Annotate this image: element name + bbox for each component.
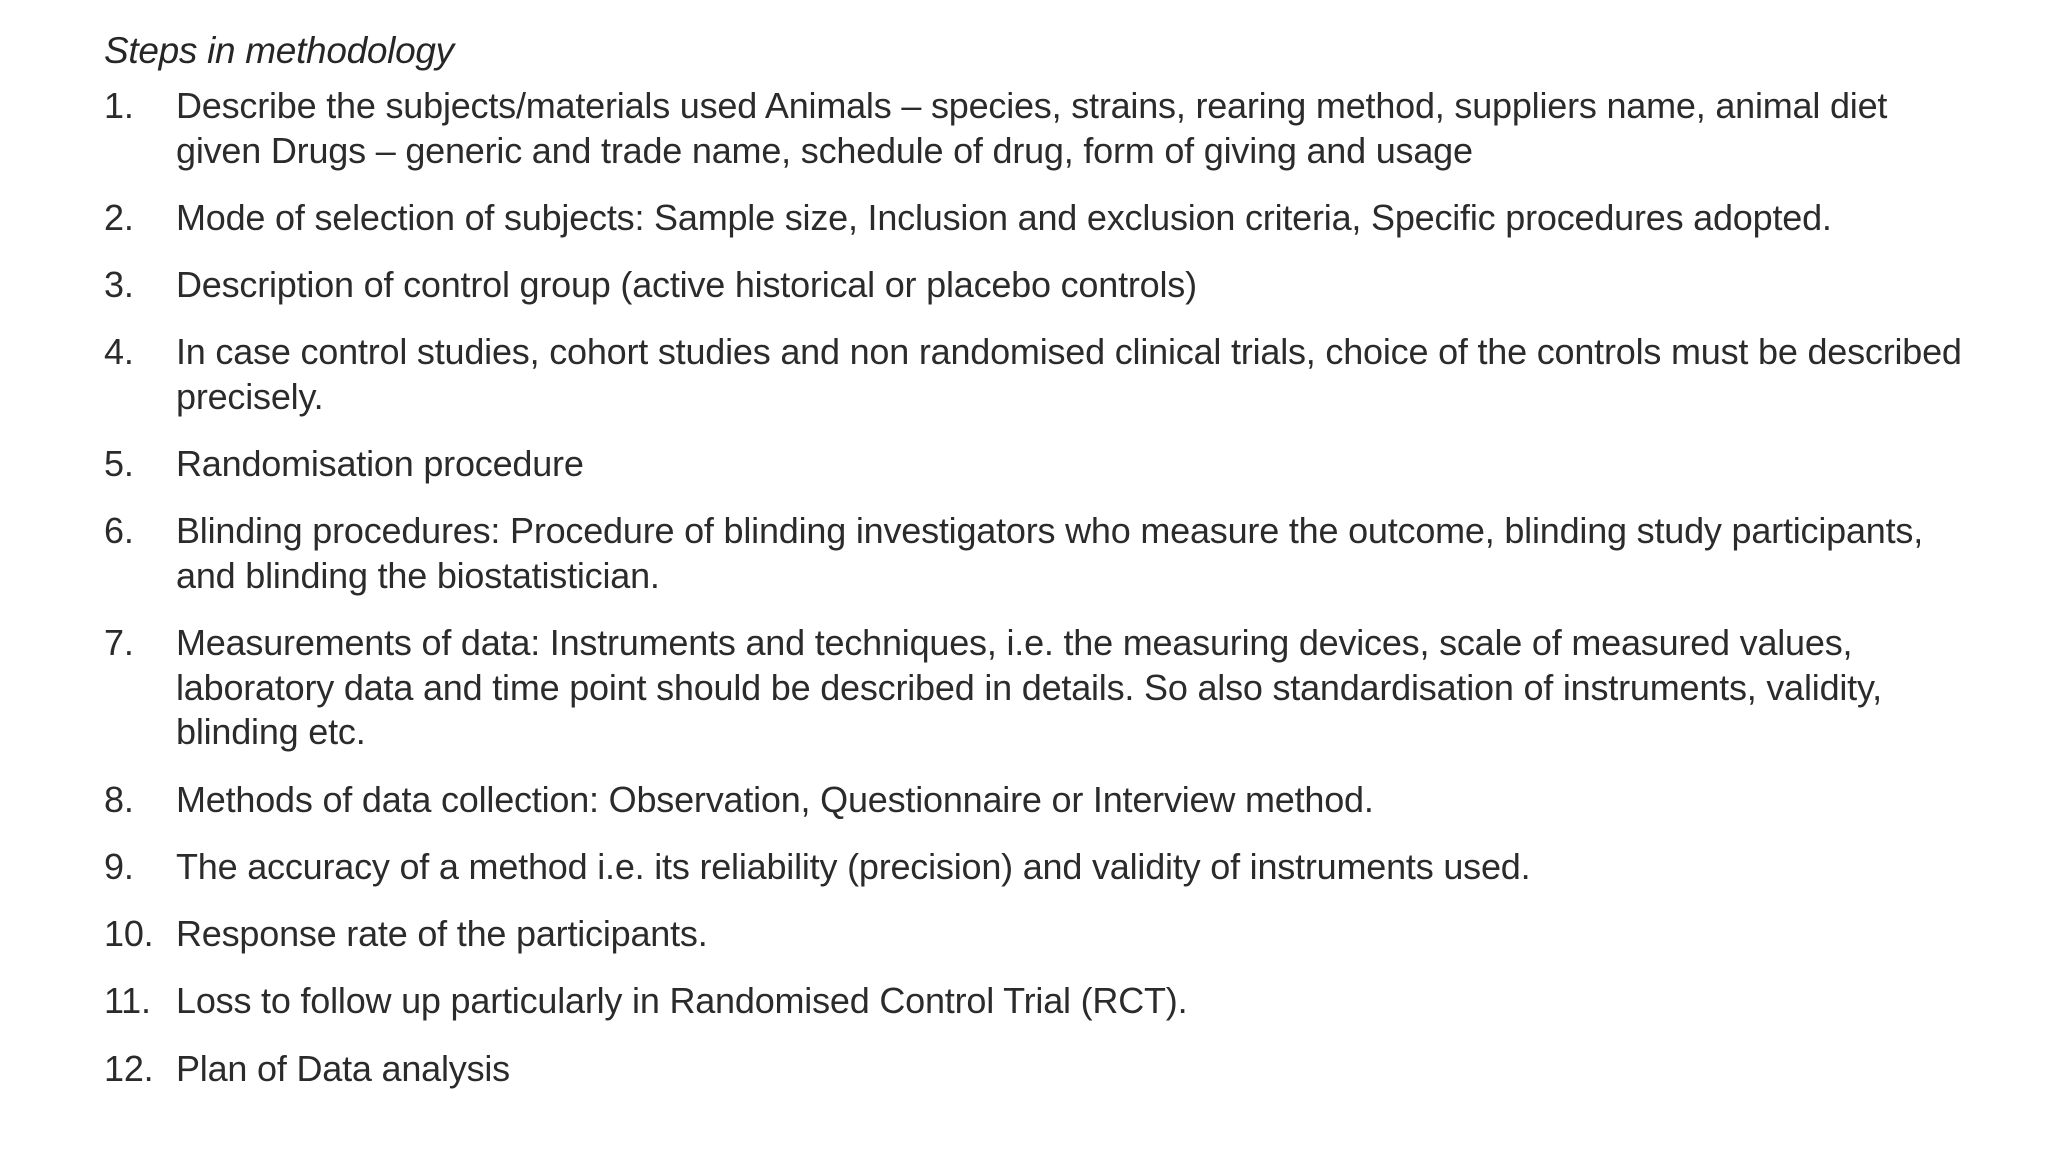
step-text: Loss to follow up particularly in Randomised Control Trial (RCT).: [176, 980, 1188, 1022]
step-number: 5.: [104, 443, 134, 485]
list-item: [104, 442, 1968, 487]
list-item: [104, 621, 1968, 755]
list-item: [104, 196, 1968, 241]
list-item: [104, 84, 1968, 173]
step-text: Measurements of data: Instruments and techniques, i.e. the measuring devices, scale of measured values, laboratory data and time point should be described in details. So also standardisation of instruments, validity, blinding etc.: [176, 622, 1882, 753]
step-text: Blinding procedures: Procedure of blinding investigators who measure the outcome, blinding study participants, and blinding the biostatistician.: [176, 510, 1924, 596]
step-text: Plan of Data analysis: [176, 1047, 510, 1089]
list-item: [104, 979, 1968, 1024]
list-item: [104, 509, 1968, 598]
step-text: Describe the subjects/materials used Animals – species, strains, rearing method, suppliers name, animal diet given Drugs – generic and trade name, schedule of drug, form of giving and usage: [176, 85, 1888, 171]
steps-list: [104, 84, 1968, 1091]
list-item: [104, 330, 1968, 419]
step-number: 11.: [104, 980, 151, 1022]
step-number: 6.: [104, 510, 134, 552]
step-number: 2.: [104, 196, 134, 238]
step-text: In case control studies, cohort studies and non randomised clinical trials, choice of the controls must be described precisely.: [176, 331, 1962, 417]
step-text: Description of control group (active historical or placebo controls): [176, 264, 1197, 306]
list-item: [104, 778, 1968, 823]
step-number: 10.: [104, 913, 154, 955]
list-item: [104, 263, 1968, 308]
step-number: 12.: [104, 1047, 154, 1089]
step-text: The accuracy of a method i.e. its reliability (precision) and validity of instruments used.: [176, 845, 1531, 887]
step-number: 1.: [104, 85, 134, 126]
step-number: 4.: [104, 331, 134, 373]
step-text: Methods of data collection: Observation, Questionnaire or Interview method.: [176, 778, 1374, 820]
step-number: 8.: [104, 778, 134, 820]
step-number: 9.: [104, 845, 134, 887]
page-title: Steps in methodology: [104, 30, 454, 71]
step-text: Mode of selection of subjects: Sample size, Inclusion and exclusion criteria, Specific procedures adopted.: [176, 196, 1832, 238]
step-number: 7.: [104, 622, 134, 664]
step-text: Randomisation procedure: [176, 443, 584, 485]
step-text: Response rate of the participants.: [176, 913, 708, 955]
list-item: [104, 1047, 1968, 1092]
list-item: [104, 845, 1968, 890]
list-item: [104, 912, 1968, 957]
step-number: 3.: [104, 264, 134, 306]
